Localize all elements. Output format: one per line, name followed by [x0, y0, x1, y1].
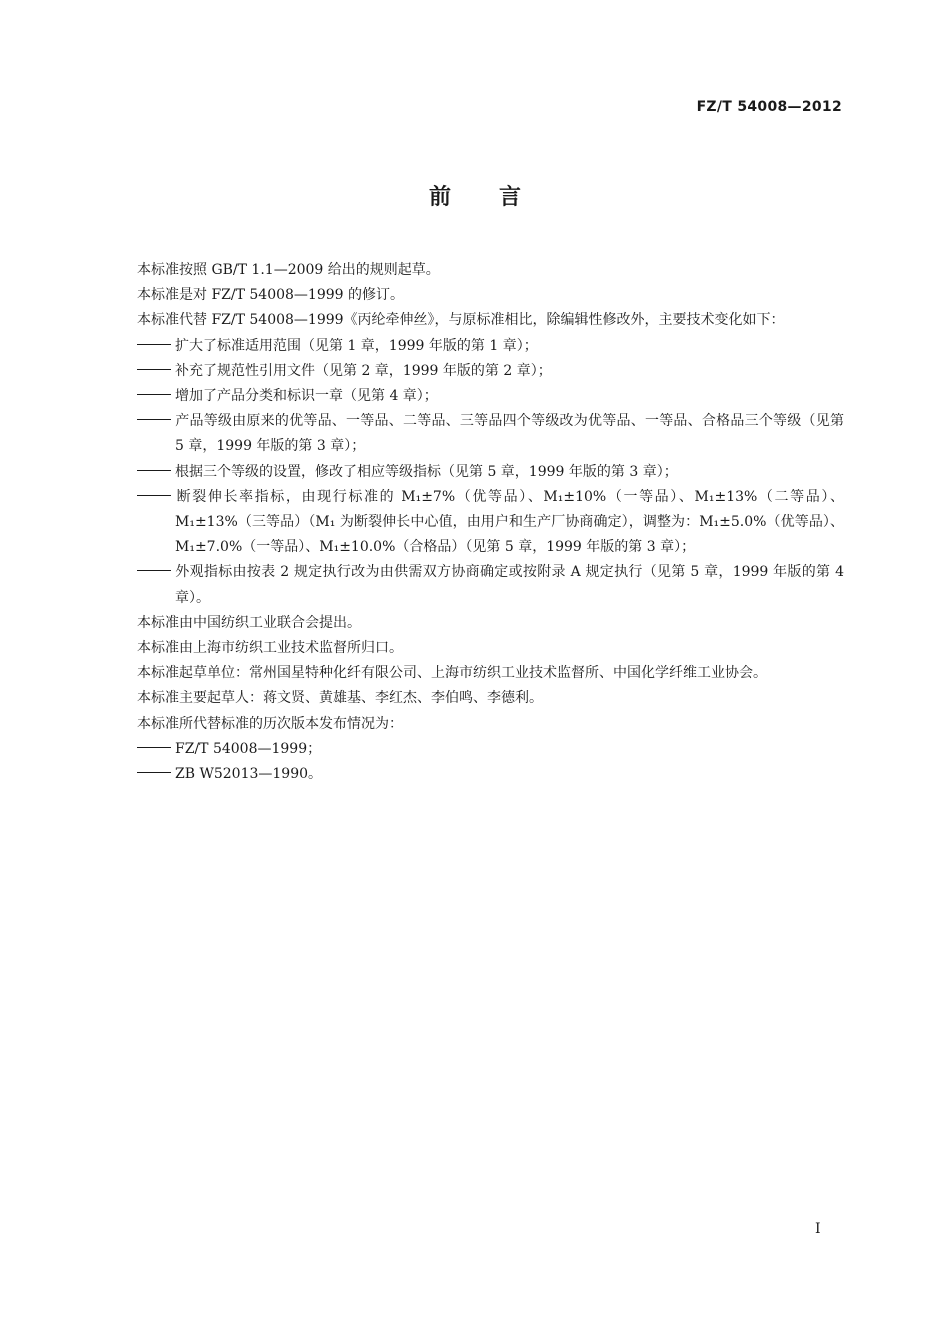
- list-item: [137, 560, 844, 610]
- list-item-text: 断裂伸长率指标，由现行标准的 M₁±7%（优等品）、M₁±10%（一等品）、M₁±13%（二等品）、M₁±13%（三等品）（M₁ 为断裂伸长中心值，由用户和生产厂协商确定），调整为：M₁±5.0%（优等品）、M₁±7.0%（一等品）、M₁±10.0%（合格品）（见第 5 章，1999 年版的第 3 章）；: [175, 488, 844, 556]
- dash-marker: [137, 460, 175, 485]
- list-item: [137, 359, 844, 384]
- page-title: 前言: [428, 185, 569, 210]
- paragraph: 本标准起草单位：常州国星特种化纤有限公司、上海市纺织工业技术监督所、中国化学纤维工业协会。: [137, 665, 767, 682]
- list-item: [137, 460, 844, 485]
- list-item-text: 补充了规范性引用文件（见第 2 章，1999 年版的第 2 章）；: [175, 362, 552, 379]
- dash-marker: [137, 485, 175, 510]
- history-item: [137, 762, 844, 787]
- paragraph: 本标准是对 FZ/T 54008—1999 的修订。: [137, 287, 405, 304]
- history-item-text: ZB W52013—1990。: [175, 766, 323, 783]
- list-item: [137, 485, 844, 561]
- dash-marker: [137, 560, 175, 585]
- dash-marker: [137, 384, 175, 409]
- standard-code: FZ/T 54008—2012: [696, 99, 842, 115]
- paragraph: 本标准所代替标准的历次版本发布情况为：: [137, 715, 403, 732]
- paragraph: 本标准由上海市纺织工业技术监督所归口。: [137, 640, 403, 657]
- dash-marker: [137, 334, 175, 359]
- list-item-text: 增加了产品分类和标识一章（见第 4 章）；: [175, 388, 438, 405]
- list-item: [137, 334, 844, 359]
- list-item: [137, 409, 844, 459]
- list-item-text: 外观指标由按表 2 规定执行改为由供需双方协商确定或按附录 A 规定执行（见第 5 章，1999 年版的第 4 章）。: [175, 564, 844, 606]
- list-item-text: 根据三个等级的设置，修改了相应等级指标（见第 5 章，1999 年版的第 3 章）；: [175, 463, 678, 480]
- paragraph: 本标准按照 GB/T 1.1—2009 给出的规则起草。: [137, 262, 440, 278]
- dash-marker: [137, 409, 175, 434]
- paragraph: 本标准由中国纺织工业联合会提出。: [137, 614, 361, 631]
- list-item-text: 扩大了标准适用范围（见第 1 章，1999 年版的第 1 章）；: [175, 337, 538, 354]
- paragraph: 本标准主要起草人：蒋文贤、黄雄基、李红杰、李伯鸣、李德利。: [137, 690, 543, 707]
- list-item-text: 产品等级由原来的优等品、一等品、二等品、三等品四个等级改为优等品、一等品、合格品三个等级（见第 5 章，1999 年版的第 3 章）；: [175, 413, 844, 455]
- history-item: [137, 737, 844, 762]
- list-item: [137, 384, 844, 409]
- dash-marker: [137, 359, 175, 384]
- paragraph: 本标准代替 FZ/T 54008—1999《丙纶牵伸丝》，与原标准相比，除编辑性修改外，主要技术变化如下：: [137, 312, 785, 329]
- page-number: I: [815, 1221, 821, 1237]
- dash-marker: [137, 762, 175, 787]
- dash-marker: [137, 737, 175, 762]
- history-item-text: FZ/T 54008—1999；: [175, 740, 322, 757]
- document-body: [108, 258, 844, 787]
